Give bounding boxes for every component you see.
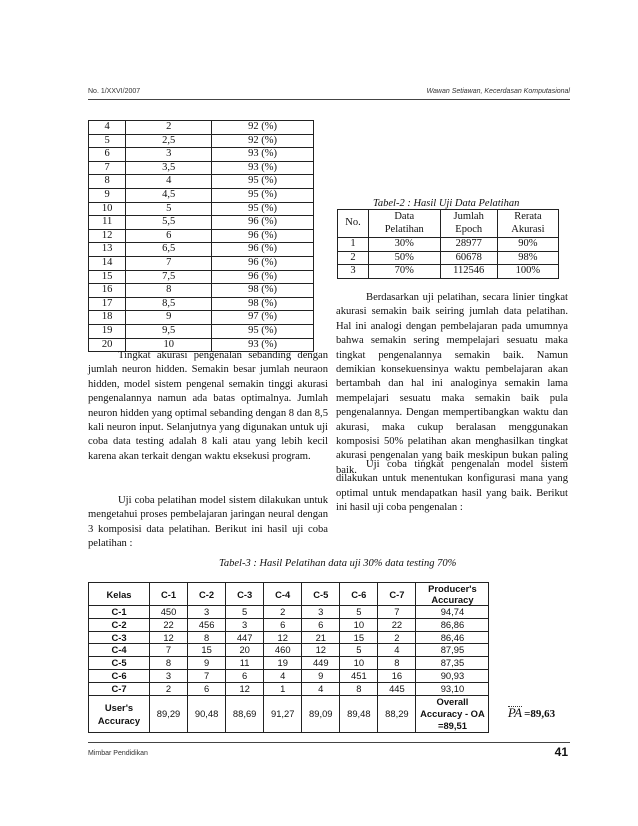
row-number: 8: [89, 175, 126, 189]
hidden-neuron-factor: 3: [126, 148, 212, 162]
table-cell: 112546: [440, 265, 497, 279]
accuracy-value: 93 (%): [212, 338, 314, 352]
hidden-neuron-factor: 2,5: [126, 134, 212, 148]
table-cell: 90,93: [416, 669, 489, 682]
accuracy-value: 95 (%): [212, 188, 314, 202]
table-cell: 3: [302, 606, 340, 619]
table-cell: 10: [340, 618, 378, 631]
table-cell: 22: [150, 618, 188, 631]
pa-spacer: [489, 669, 570, 682]
table-cell: 8: [340, 682, 378, 695]
table-cell: 15: [188, 644, 226, 657]
users-accuracy-value: 91,27: [264, 695, 302, 732]
table-row: [89, 669, 570, 682]
hidden-neuron-factor: 8: [126, 284, 212, 298]
t2-header-accuracy: Rerata Akurasi: [497, 210, 558, 238]
confusion-matrix-table: [88, 582, 570, 733]
paragraph-neuron-accuracy: Tingkat akurasi pengenalan sebanding dengan jumlah neuron hidden. Semakin besar jumlah neuraon hidden, model sistem pengenal semakin tinggi akurasi pengenalannya namun ada batas optimalnya. Jumlah neuron hidden yang optimal sebanding dengan 8 dan 8,5 kali neuron input. Selanjutnya yang digunakan untuk uji coba data testing adalah 8 kali atau yang lebih kecil karena akan terkait dengan waktu eksekusi program.: [88, 350, 328, 462]
column-header: Producer's Accuracy: [416, 583, 489, 606]
hidden-neuron-factor: 2: [126, 121, 212, 135]
training-results-table: [337, 209, 559, 279]
table-cell: 445: [378, 682, 416, 695]
accuracy-value: 98 (%): [212, 284, 314, 298]
users-accuracy-value: 89,48: [340, 695, 378, 732]
hidden-neuron-factor: 4,5: [126, 188, 212, 202]
table-cell: 5: [340, 644, 378, 657]
class-label: C-6: [89, 669, 150, 682]
table-row: [89, 631, 570, 644]
table-cell: 12: [302, 644, 340, 657]
table-row: [338, 251, 559, 265]
row-number: 11: [89, 216, 126, 230]
table-cell: 2: [338, 251, 369, 265]
journal-name: Mimbar Pendidikan: [88, 750, 148, 757]
accuracy-value: 95 (%): [212, 202, 314, 216]
pa-spacer: [489, 644, 570, 657]
table-cell: 94,74: [416, 606, 489, 619]
table-cell: 3: [226, 618, 264, 631]
table-cell: 6: [188, 682, 226, 695]
hidden-neuron-factor: 5: [126, 202, 212, 216]
table-cell: 87,35: [416, 657, 489, 670]
table-cell: 447: [226, 631, 264, 644]
table-cell: 6: [264, 618, 302, 631]
overall-accuracy: Overall Accuracy - OA =89,51: [416, 695, 489, 732]
table-cell: 4: [302, 682, 340, 695]
table-cell: 7: [378, 606, 416, 619]
row-number: 19: [89, 324, 126, 338]
accuracy-value: 96 (%): [212, 243, 314, 257]
users-accuracy-value: 88,29: [378, 695, 416, 732]
table-row: [89, 297, 314, 311]
t2-header-data: Data Pelatihan: [369, 210, 441, 238]
pa-value: =89,63: [524, 707, 556, 720]
accuracy-value: 95 (%): [212, 324, 314, 338]
table-cell: 12: [150, 631, 188, 644]
table-cell: 460: [264, 644, 302, 657]
row-number: 14: [89, 256, 126, 270]
column-header: Kelas: [89, 583, 150, 606]
table-cell: 2: [264, 606, 302, 619]
table-cell: 1: [338, 238, 369, 252]
t2-header-no: No.: [338, 210, 369, 238]
hidden-neuron-factor: 8,5: [126, 297, 212, 311]
accuracy-value: 93 (%): [212, 161, 314, 175]
footer-rule: [88, 742, 570, 743]
table-cell: 93,10: [416, 682, 489, 695]
table-cell: 86,46: [416, 631, 489, 644]
users-accuracy-value: 89,29: [150, 695, 188, 732]
pa-spacer: [489, 583, 570, 606]
accuracy-value: 92 (%): [212, 134, 314, 148]
row-number: 7: [89, 161, 126, 175]
accuracy-value: 96 (%): [212, 229, 314, 243]
pa-spacer: [489, 618, 570, 631]
column-header: C-5: [302, 583, 340, 606]
table-cell: 6: [302, 618, 340, 631]
table-row: [89, 618, 570, 631]
table-row: [338, 265, 559, 279]
row-number: 18: [89, 311, 126, 325]
accuracy-value: 97 (%): [212, 311, 314, 325]
table-cell: 9: [188, 657, 226, 670]
pa-cell: [489, 695, 570, 732]
table-cell: 11: [226, 657, 264, 670]
row-number: 5: [89, 134, 126, 148]
users-accuracy-label: User's Accuracy: [89, 695, 150, 732]
table-cell: 70%: [369, 265, 441, 279]
hidden-neuron-factor: 7,5: [126, 270, 212, 284]
table-cell: 19: [264, 657, 302, 670]
table-cell: 10: [340, 657, 378, 670]
table-cell: 86,86: [416, 618, 489, 631]
table-row: [89, 311, 314, 325]
table-row: [89, 682, 570, 695]
accuracy-value: 95 (%): [212, 175, 314, 189]
hidden-neuron-factor: 5,5: [126, 216, 212, 230]
table-cell: 450: [150, 606, 188, 619]
table-cell: 20: [226, 644, 264, 657]
table-cell: 449: [302, 657, 340, 670]
table-cell: 3: [188, 606, 226, 619]
table3-caption: Tabel-3 : Hasil Pelatihan data uji 30% data testing 70%: [219, 558, 457, 569]
users-accuracy-row: [89, 695, 570, 732]
hidden-neuron-factor: 9: [126, 311, 212, 325]
row-number: 6: [89, 148, 126, 162]
table-row: [89, 216, 314, 230]
row-number: 13: [89, 243, 126, 257]
table-cell: 15: [340, 631, 378, 644]
row-number: 4: [89, 121, 126, 135]
table2-caption: Tabel-2 : Hasil Uji Data Pelatihan: [373, 198, 520, 209]
table-cell: 456: [188, 618, 226, 631]
paragraph-recognition-test: Uji coba tingkat pengenalan model sistem dilakukan untuk menentukan konfigurasi mana yang optimal untuk mendapatkan hasil yang baik. Berikut ini hasil uji coba pengenalan :: [336, 459, 568, 514]
paragraph-training-test: Uji coba pelatihan model sistem dilakukan untuk mengetahui proses pembelajaran jaringan neural dengan 3 komposisi data pelatihan. Berikut ini hasil uji coba pelatihan :: [88, 495, 328, 550]
class-label: C-2: [89, 618, 150, 631]
pa-spacer: [489, 606, 570, 619]
table-cell: 87,95: [416, 644, 489, 657]
users-accuracy-value: 89,09: [302, 695, 340, 732]
table-row: [89, 229, 314, 243]
pa-symbol: PA: [507, 704, 523, 720]
class-label: C-1: [89, 606, 150, 619]
table-row: [89, 188, 314, 202]
table-cell: 5: [226, 606, 264, 619]
row-number: 10: [89, 202, 126, 216]
table-cell: 7: [188, 669, 226, 682]
table-cell: 21: [302, 631, 340, 644]
table-row: [89, 134, 314, 148]
table-row: [89, 243, 314, 257]
header-rule: [88, 99, 570, 100]
table-row: [89, 284, 314, 298]
hidden-neuron-factor: 4: [126, 175, 212, 189]
table-row: [89, 256, 314, 270]
table-row: [89, 324, 314, 338]
table-cell: 22: [378, 618, 416, 631]
row-number: 17: [89, 297, 126, 311]
table-row: [89, 644, 570, 657]
table-cell: 8: [188, 631, 226, 644]
table-cell: 8: [150, 657, 188, 670]
table-cell: 30%: [369, 238, 441, 252]
class-label: C-3: [89, 631, 150, 644]
accuracy-value: 93 (%): [212, 148, 314, 162]
running-header-left: No. 1/XXVI/2007: [88, 88, 141, 95]
hidden-neuron-factor: 6: [126, 229, 212, 243]
class-label: C-7: [89, 682, 150, 695]
t2-header-epoch: Jumlah Epoch: [440, 210, 497, 238]
table-cell: 6: [226, 669, 264, 682]
table-row: [338, 238, 559, 252]
column-header: C-1: [150, 583, 188, 606]
table-cell: 1: [264, 682, 302, 695]
table-cell: 12: [264, 631, 302, 644]
table-cell: 60678: [440, 251, 497, 265]
table-cell: 9: [302, 669, 340, 682]
class-label: C-5: [89, 657, 150, 670]
accuracy-value: 92 (%): [212, 121, 314, 135]
users-accuracy-value: 90,48: [188, 695, 226, 732]
accuracy-value: 98 (%): [212, 297, 314, 311]
hidden-neuron-factor: 7: [126, 256, 212, 270]
table-row: [89, 202, 314, 216]
accuracy-value: 96 (%): [212, 216, 314, 230]
table-cell: 451: [340, 669, 378, 682]
table-cell: 4: [378, 644, 416, 657]
hidden-neuron-factor: 6,5: [126, 243, 212, 257]
column-header: C-2: [188, 583, 226, 606]
table-row: [89, 270, 314, 284]
row-number: 9: [89, 188, 126, 202]
table-cell: 28977: [440, 238, 497, 252]
table-row: [89, 175, 314, 189]
table-cell: 12: [226, 682, 264, 695]
table-cell: 90%: [497, 238, 558, 252]
hidden-neuron-factor: 9,5: [126, 324, 212, 338]
table-cell: 7: [150, 644, 188, 657]
accuracy-value: 96 (%): [212, 270, 314, 284]
row-number: 12: [89, 229, 126, 243]
row-number: 20: [89, 338, 126, 352]
pa-spacer: [489, 657, 570, 670]
table-cell: 50%: [369, 251, 441, 265]
page-number: 41: [554, 745, 568, 759]
table-row: [89, 606, 570, 619]
running-header-right: Wawan Setiawan, Kecerdasan Komputasional: [426, 88, 570, 95]
table-cell: 100%: [497, 265, 558, 279]
row-number: 16: [89, 284, 126, 298]
table-cell: 2: [378, 631, 416, 644]
table-cell: 3: [150, 669, 188, 682]
table-cell: 2: [150, 682, 188, 695]
table-cell: 8: [378, 657, 416, 670]
table-cell: 16: [378, 669, 416, 682]
hidden-neuron-factor: 10: [126, 338, 212, 352]
table-cell: 98%: [497, 251, 558, 265]
column-header: C-3: [226, 583, 264, 606]
accuracy-value: 96 (%): [212, 256, 314, 270]
paragraph-training-analysis: Berdasarkan uji pelatihan, secara linier tingkat akurasi semakin baik seiring jumlah data pelatihan. Hal ini analogi dengan pembelajaran pada umumnya bahwa semakin sering mempelajari sesuatu maka tingkat pengenalannya semakin baik. Namun demikian konsekuensinya waktu pembelajaran akan bertambah dan hal ini analoginya semakin lama mempelajari sesuatu maka semakin baik pula pengenalannya. Dengan mempertibangkan waktu dan akurasi, maka cukup beralasan menggunakan komposisi 50% pelatihan akan menghasilkan tingkat akurasi pengenalan yang baik meskipun bukan paling baik.: [336, 292, 568, 476]
table-row: [89, 121, 314, 135]
pa-spacer: [489, 682, 570, 695]
column-header: C-4: [264, 583, 302, 606]
table-cell: 3: [338, 265, 369, 279]
hidden-neuron-factor: 3,5: [126, 161, 212, 175]
pa-spacer: [489, 631, 570, 644]
neuron-accuracy-table: [88, 120, 314, 352]
table-row: [89, 148, 314, 162]
class-label: C-4: [89, 644, 150, 657]
column-header: C-6: [340, 583, 378, 606]
table-cell: 4: [264, 669, 302, 682]
table-row: [89, 161, 314, 175]
column-header: C-7: [378, 583, 416, 606]
users-accuracy-value: 88,69: [226, 695, 264, 732]
table-cell: 5: [340, 606, 378, 619]
table-row: [89, 657, 570, 670]
row-number: 15: [89, 270, 126, 284]
